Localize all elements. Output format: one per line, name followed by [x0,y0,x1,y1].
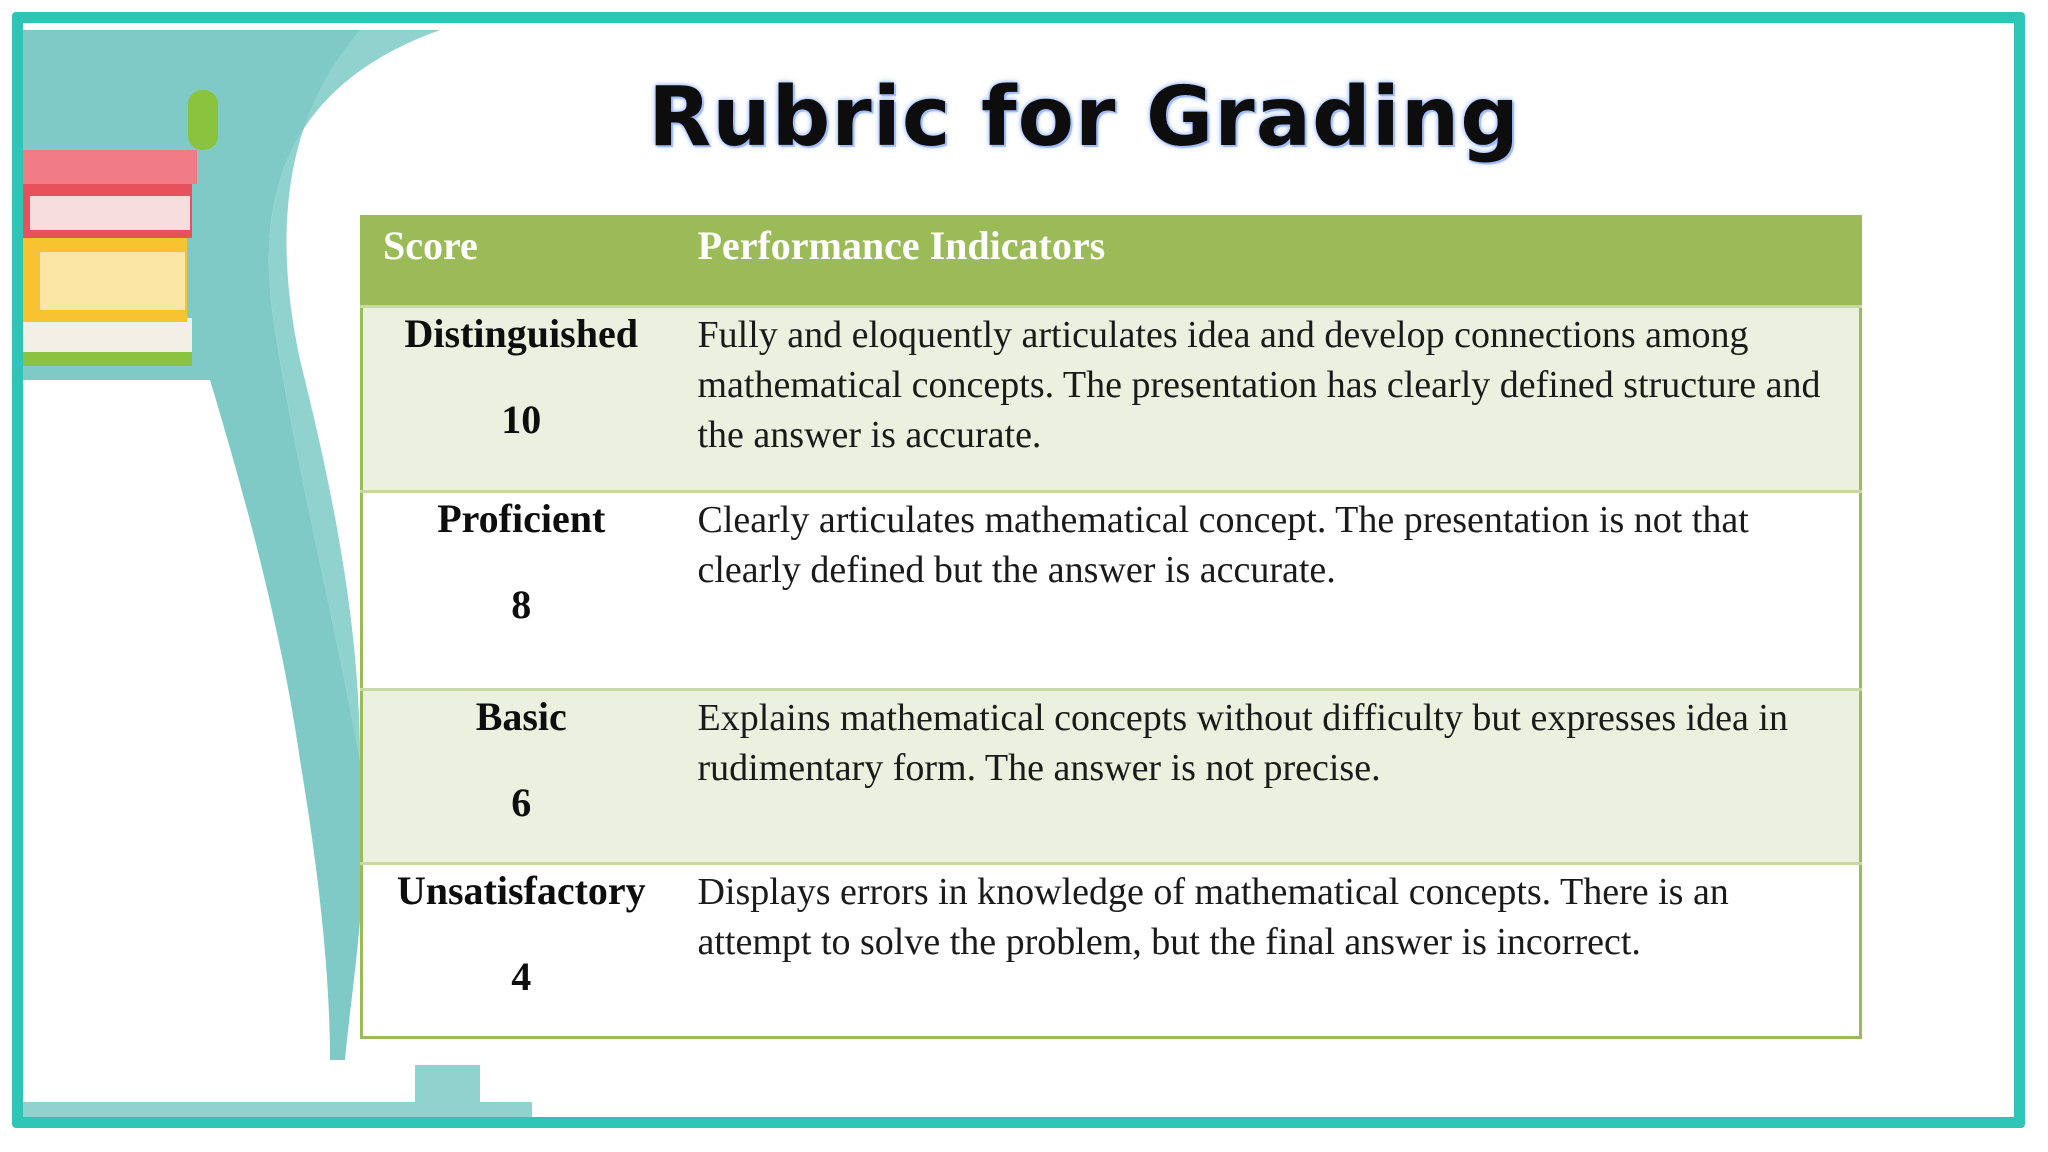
score-level: Distinguished [404,311,638,356]
header-score: Score [362,217,680,307]
score-cell [362,864,680,1038]
score-level: Unsatisfactory [396,868,646,913]
rubric-table [360,215,1862,1039]
table-row [362,690,1861,864]
score-level: Proficient [437,496,606,541]
score-points: 8 [511,582,532,627]
score-points: 6 [511,780,532,825]
score-points: 4 [511,954,532,999]
score-cell [362,307,680,492]
table-row [362,864,1861,1038]
score-level: Basic [475,694,567,739]
indicator-description: Fully and eloquently articulates idea and develop connections among mathematical concepts. The presentation has clearly defined structure and the answer is accurate. [680,307,1861,492]
header-performance-indicators: Performance Indicators [680,217,1861,307]
table-row [362,307,1861,492]
page-title: Rubric for Grading [648,70,1520,165]
table-header-row [362,217,1861,307]
indicator-description: Clearly articulates mathematical concept. The presentation is not that clearly defined but the answer is accurate. [680,492,1861,690]
indicator-description: Displays errors in knowledge of mathematical concepts. There is an attempt to solve the problem, but the final answer is incorrect. [680,864,1861,1038]
score-cell [362,690,680,864]
table-row [362,492,1861,690]
indicator-description: Explains mathematical concepts without difficulty but expresses idea in rudimentary form. The answer is not precise. [680,690,1861,864]
score-cell [362,492,680,690]
score-points: 10 [501,397,542,442]
